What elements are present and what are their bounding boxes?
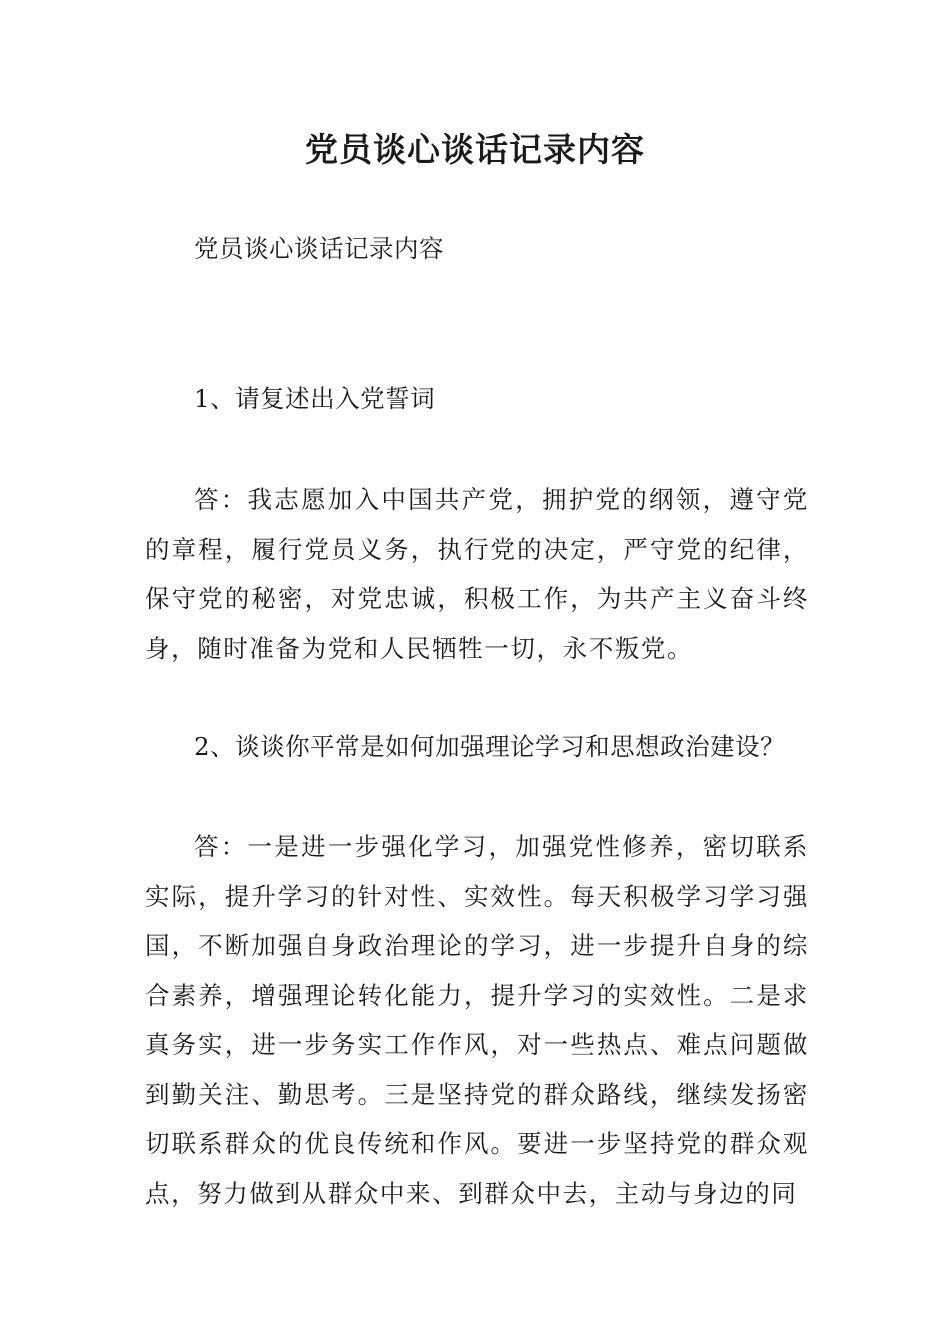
answer-1: 答：我志愿加入中国共产党，拥护党的纲领，遵守党的章程，履行党员义务，执行党的决定，严守党的纪律，保守党的秘密，对党忠诚，积极工作，为共产主义奋斗终身，随时准备为党和人民牺牲一切，永不叛党。 [145, 485, 809, 663]
question-1: 1、请复述出入党誓词 [194, 384, 436, 413]
document-subtitle: 党员谈心谈话记录内容 [194, 234, 444, 263]
answer-2: 答：一是进一步强化学习，加强党性修养，密切联系实际，提升学习的针对性、实效性。每天积极学习学习强国，不断加强自身政治理论的学习，进一步提升自身的综合素养，增强理论转化能力，提升学习的实效性。二是求真务实，进一步务实工作作风，对一些热点、难点问题做到勤关注、勤思考。三是坚持党的群众路线，继续发扬密切联系群众的优良传统和作风。要进一步坚持党的群众观点，努力做到从群众中来、到群众中去，主动与身边的同 [145, 832, 809, 1208]
document-title: 党员谈心谈话记录内容 [305, 130, 645, 169]
question-2: 2、谈谈你平常是如何加强理论学习和思想政治建设？ [194, 732, 786, 761]
